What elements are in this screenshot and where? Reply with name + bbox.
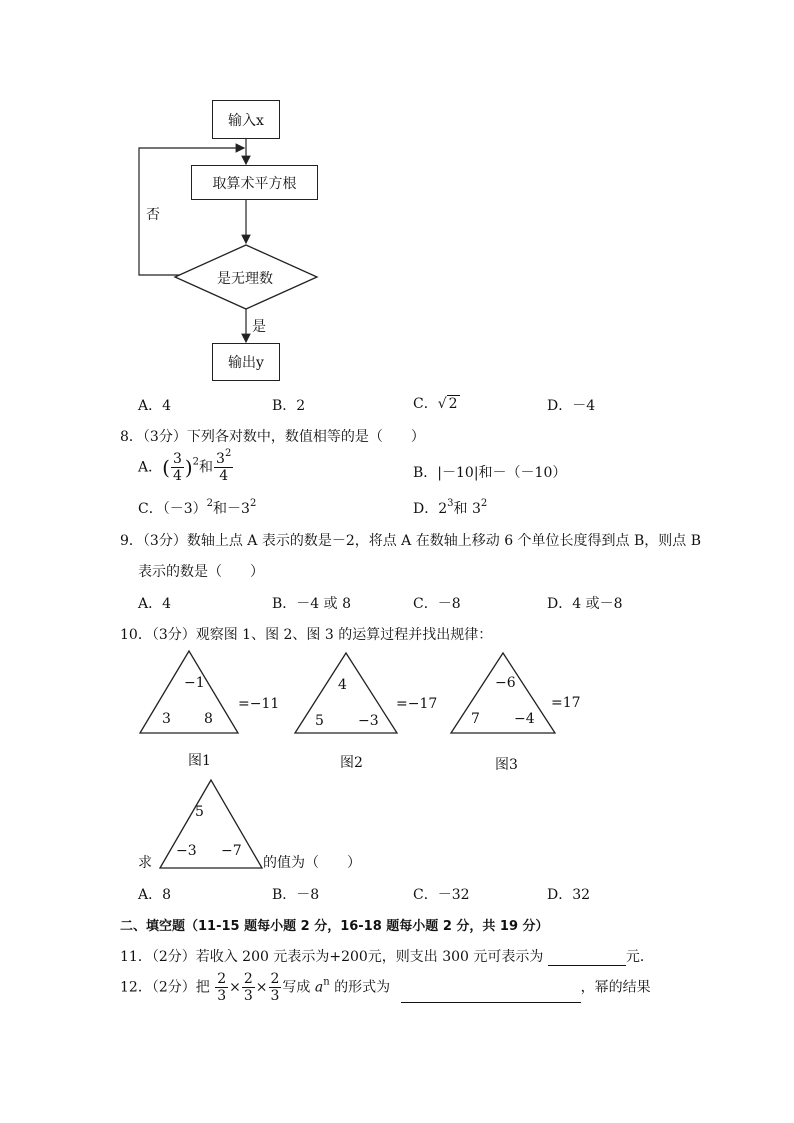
fig1-result: =−11: [238, 696, 280, 712]
q7-option-d[interactable]: D．－4: [547, 398, 596, 414]
q8-option-d[interactable]: D．$2^3$和 $3^2$: [413, 498, 488, 517]
query-left: −3: [176, 843, 197, 859]
fig2-right: −3: [358, 713, 379, 729]
q9-stem-line2: 表示的数是（ ）: [138, 564, 264, 580]
fig3-caption: 图3: [495, 757, 518, 773]
fig3-left: 7: [471, 711, 480, 727]
q8-option-c[interactable]: C．$(-3)^2$和$-3^2$: [138, 498, 257, 517]
q7-option-c[interactable]: C．√ 2: [413, 396, 458, 412]
query-right: −7: [221, 843, 242, 859]
fig2-top: 4: [338, 677, 347, 693]
q9-option-c[interactable]: C．－8: [413, 596, 461, 612]
q9-option-a[interactable]: A．4: [138, 596, 172, 612]
fig3-right: −4: [514, 711, 535, 727]
fraction: $\frac{2}{3}$: [217, 971, 227, 1004]
q7-option-a[interactable]: A．4: [138, 398, 172, 414]
sqrt-symbol: √ 2: [437, 396, 458, 412]
fig1-top: −1: [184, 675, 205, 691]
q10-stem: 10．（3分）观察图 1、图 2、图 3 的运算过程并找出规律：: [120, 627, 493, 643]
q9-option-b[interactable]: B．－4 或 8: [272, 596, 352, 612]
fig1-left: 3: [162, 711, 171, 727]
fig3-top: −6: [495, 675, 516, 691]
q10-option-b[interactable]: B．－8: [272, 887, 320, 903]
flowchart-process-box: [191, 165, 318, 200]
q10-option-a[interactable]: A．8: [138, 887, 172, 903]
q8-stem: 8．（3分）下列各对数中，数值相等的是（ ）: [120, 429, 425, 445]
fraction: $\frac{3^2}{4}$: [216, 448, 232, 484]
flowchart-no-label: 否: [146, 207, 160, 223]
q11: [120, 946, 654, 966]
flowchart-process-label: 取算术平方根: [212, 175, 297, 192]
q11-unit: 元．: [625, 949, 654, 965]
q10-option-d[interactable]: D．32: [547, 887, 591, 903]
q10-ask-prefix: 求: [138, 855, 152, 871]
flowchart-decision-label: 是无理数: [217, 271, 273, 287]
triangle-figure-1: [140, 651, 238, 733]
q10-ask-suffix: 的值为（ ）: [263, 855, 361, 871]
flowchart-connectors: [0, 0, 794, 400]
flowchart-input-label: 输入x: [228, 112, 264, 129]
q12-answer-blank[interactable]: [401, 988, 581, 1003]
fig1-right: 8: [204, 711, 213, 727]
q11-text: 11．（2分）若收入 200 元表示为+200元，则支出 300 元可表示为: [120, 949, 544, 965]
q7-option-b[interactable]: B．2: [272, 398, 306, 414]
q9-option-d[interactable]: D．4 或－8: [547, 596, 623, 612]
fig2-caption: 图2: [340, 755, 363, 771]
fig3-result: =17: [551, 695, 581, 711]
section-heading: 二、填空题（11-15 题每小题 2 分，16-18 题每小题 2 分，共 19 分）: [120, 919, 549, 934]
flowchart-output-box: [212, 343, 280, 381]
triangle-figure-2: [295, 653, 397, 733]
q10-option-c[interactable]: C．－32: [413, 887, 470, 903]
triangle-figure-3: [451, 653, 555, 733]
fig2-result: =−17: [396, 696, 438, 712]
fraction: $\frac{2}{3}$: [243, 971, 253, 1004]
fraction: $\frac{2}{3}$: [270, 971, 280, 1004]
q8-option-a[interactable]: A．( $\frac{3}{4}$ )$^2$和 $\frac{3^2}{4}$: [138, 448, 232, 484]
q9-stem-line1: 9．（3分）数轴上点 A 表示的数是－2，将点 A 在数轴上移动 6 个单位长度得到点 B，则点 B: [120, 533, 702, 549]
q10-triangles: [0, 640, 794, 880]
q11-answer-blank[interactable]: [548, 951, 626, 966]
flowchart-input-box: [212, 100, 280, 139]
q12: 12．（2分）把 $\frac{2}{3}$ × $\frac{2}{3}$ × $\frac{2}{3}$ 写成 $a^n$ 的形式为 ，幂的结果: [120, 971, 651, 1004]
q8-option-b[interactable]: B．|－10|和－（－10）: [413, 465, 567, 481]
fig2-left: 5: [315, 713, 324, 729]
flowchart-yes-label: 是: [252, 319, 266, 335]
fig1-caption: 图1: [188, 753, 211, 769]
flowchart-output-label: 输出y: [228, 355, 264, 371]
fraction: $\frac{3}{4}$: [172, 451, 182, 484]
query-top: 5: [195, 804, 204, 820]
